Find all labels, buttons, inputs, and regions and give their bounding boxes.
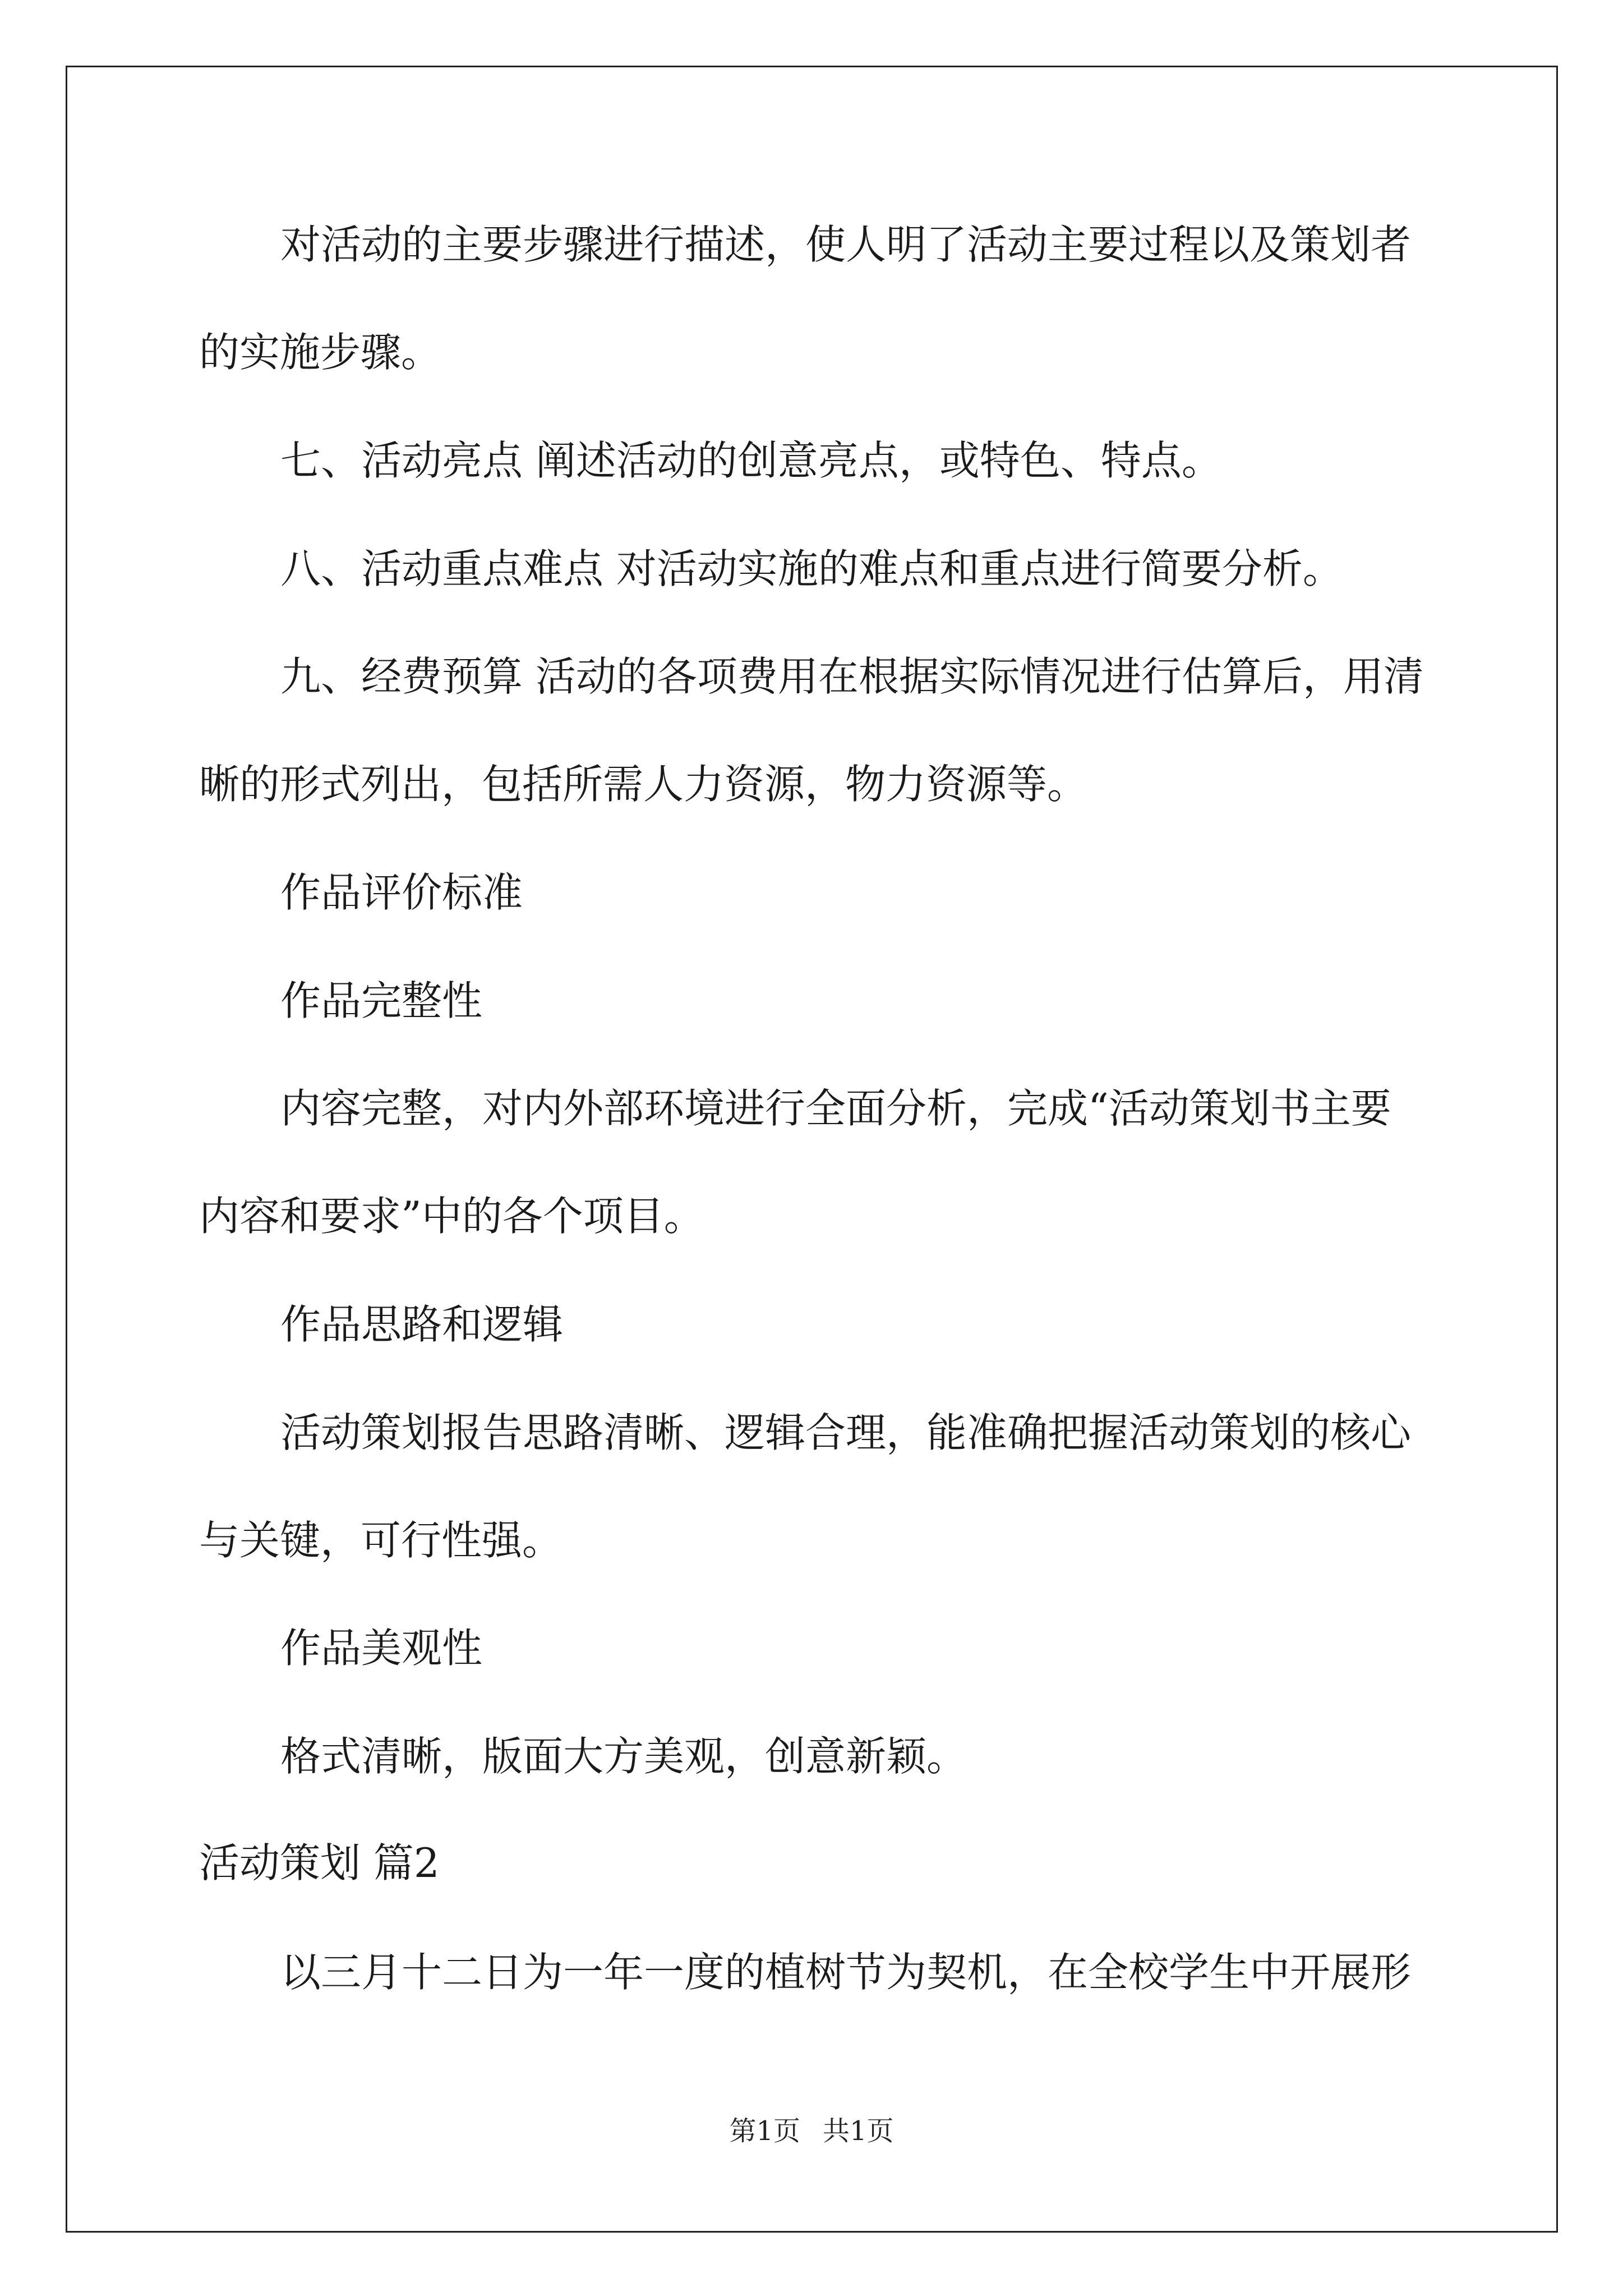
paragraph-line: 九、经费预算 活动的各项费用在根据实际情况进行估算后，用清 bbox=[280, 653, 1424, 700]
page-footer bbox=[0, 2114, 1623, 2148]
paragraph-line: 格式清晰，版面大方美观，创意新颖。 bbox=[280, 1733, 967, 1780]
paragraph-line: 内容完整，对内外部环境进行全面分析，完成“活动策划书主要 bbox=[280, 1085, 1391, 1132]
paragraph-line: 晰的形式列出，包括所需人力资源，物力资源等。 bbox=[199, 761, 1088, 808]
article-title: 活动策划 篇2 bbox=[199, 1839, 440, 1887]
page-number-current: 第1页 bbox=[729, 2115, 800, 2147]
page-number-total: 共1页 bbox=[823, 2115, 894, 2147]
paragraph-line: 与关键，可行性强。 bbox=[199, 1517, 563, 1564]
section-heading: 作品评价标准 bbox=[280, 869, 523, 916]
paragraph-line: 内容和要求”中的各个项目。 bbox=[199, 1193, 704, 1240]
paragraph-line: 的实施步骤。 bbox=[199, 329, 442, 376]
section-heading: 作品完整性 bbox=[280, 977, 483, 1024]
paragraph-line: 对活动的主要步骤进行描述，使人明了活动主要过程以及策划者 bbox=[280, 221, 1412, 268]
paragraph-line: 七、活动亮点 阐述活动的创意亮点，或特色、特点。 bbox=[280, 437, 1222, 484]
page-border bbox=[66, 66, 1558, 2233]
section-heading: 作品思路和逻辑 bbox=[280, 1301, 564, 1348]
paragraph-line: 活动策划报告思路清晰、逻辑合理，能准确把握活动策划的核心 bbox=[280, 1409, 1412, 1456]
paragraph-line: 以三月十二日为一年一度的植树节为契机，在全校学生中开展形 bbox=[280, 1949, 1412, 1996]
paragraph-line: 八、活动重点难点 对活动实施的难点和重点进行简要分析。 bbox=[280, 545, 1343, 592]
section-heading: 作品美观性 bbox=[280, 1625, 483, 1672]
